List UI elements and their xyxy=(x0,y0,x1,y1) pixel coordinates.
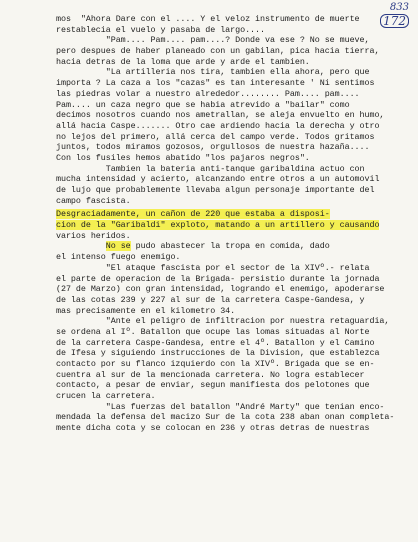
text-line: cuentra al sur de la mencionada carretera. No logra establecer xyxy=(56,369,365,380)
text-line: crucen la carretera. xyxy=(56,391,156,402)
text-line: "Las fuerzas del batallon "André Marty" que tenian enco- xyxy=(56,401,385,412)
text-line: mente dicha cota y se colocan en 236 y otras detras de nuestras xyxy=(56,423,370,434)
text-line: no lejos del primero, allá cerca del campo verde. Todos gritamos xyxy=(56,131,375,142)
text-line: restablecia el vuelo y pasaba de largo.... xyxy=(56,24,265,35)
text-line: allá hacia Caspe....... Otro cae ardiendo hacia la derecha y otro xyxy=(56,120,380,131)
text-line xyxy=(56,209,396,220)
text-line: de lujo que probablemente llevaba algun personaje importante del xyxy=(56,185,375,195)
highlighted-text: No se xyxy=(105,241,131,252)
text-line: contacto, a pesar de enviar, segun manifiesta dos pelotones que xyxy=(56,380,370,391)
text-line: hacia detras de la loma que arde y arde el tambien. xyxy=(56,56,310,67)
text-line: decimos nosotros cuando nos ametrallan, se aleja envuelto en humo, xyxy=(56,110,385,121)
text-line xyxy=(56,220,396,231)
text-line: Pam.... un caza negro que se habia atrevido a "bailar" como xyxy=(56,99,350,110)
text-line: No se pudo abastecer la tropa en comida, dado xyxy=(105,241,330,252)
text-line: "La artilleria nos tira, tambien ella ahora, pero que xyxy=(56,67,370,78)
text-line: (27 de Marzo) con gran intensidad, logrando el enemigo, apoderarse xyxy=(56,284,385,295)
text-line: de Ifesa y siguiendo instrucciones de la Division, que establezca xyxy=(56,348,380,359)
text-line: de la carretera Caspe-Gandesa, entre el 4º. Batallon y el Camino xyxy=(56,337,375,348)
text-line: pero despues de haber planeado con un gabilan, pica hacia tierra, xyxy=(56,46,380,57)
text-line: las piedras volar a nuestro alrededor........ Pam.... pam.... xyxy=(56,88,360,99)
text-line: contacto por su flanco izquierdo con la XIVº. Brigada que se en- xyxy=(56,359,375,369)
text-line: se ordena al Iº. Batallon que ocupe las lomas situadas al Norte xyxy=(56,326,370,337)
document-body xyxy=(56,14,396,434)
text-line: "Pam.... Pam.... pam....? Donde va ese ? No se mueve, xyxy=(56,35,370,46)
text-line: Con los fusiles hemos abatido "los pajaros negros". xyxy=(56,152,310,163)
text-line: varios heridos. xyxy=(56,230,131,241)
text-line: importa ? La caza a los "cazas" es tan interesante ' Ni sentimos xyxy=(56,78,375,89)
highlighted-text: Desgraciadamente, un cañon de 220 que estaba a disposi- xyxy=(56,209,330,220)
text-line: mucha intensidad y acierto, alcanzando entre otros a un automovil xyxy=(56,174,380,185)
text-line: juntos, todos miramos gozosos, orgullosos de nuestra hazaña.... xyxy=(56,142,370,153)
text-line: mos "Ahora Dare con el .... Y el veloz instrumento de muerte xyxy=(56,14,360,24)
text-line: de las cotas 239 y 227 al sur de la carretera Caspe-Gandesa, y xyxy=(56,294,365,305)
text-line: mendada la defensa del macizo Sur de la cota 238 aban onan completa- xyxy=(56,412,395,423)
text-line: mas precisamente en el kilometro 34. xyxy=(56,305,236,316)
highlighted-text: cion de la "Garibaldi" exploto, matando a un artillero y causando xyxy=(56,220,380,231)
page-number-top: 833 xyxy=(389,2,409,13)
text-line: el intenso fuego enemigo. xyxy=(56,252,181,263)
page-number-circled: 172 xyxy=(380,14,409,28)
text-line: "Ante el peligro de infiltracion por nuestra retaguardia, xyxy=(56,316,390,327)
text-line: campo fascista. xyxy=(56,195,131,206)
text-line: "El ataque fascista por el sector de la XIVº.- relata xyxy=(56,262,370,273)
text-line: Tambien la bateria anti-tanque garibaldina actuo con xyxy=(56,163,365,174)
text-line: el parte de operacion de la Brigada- persistio durante la jornada xyxy=(56,273,380,284)
